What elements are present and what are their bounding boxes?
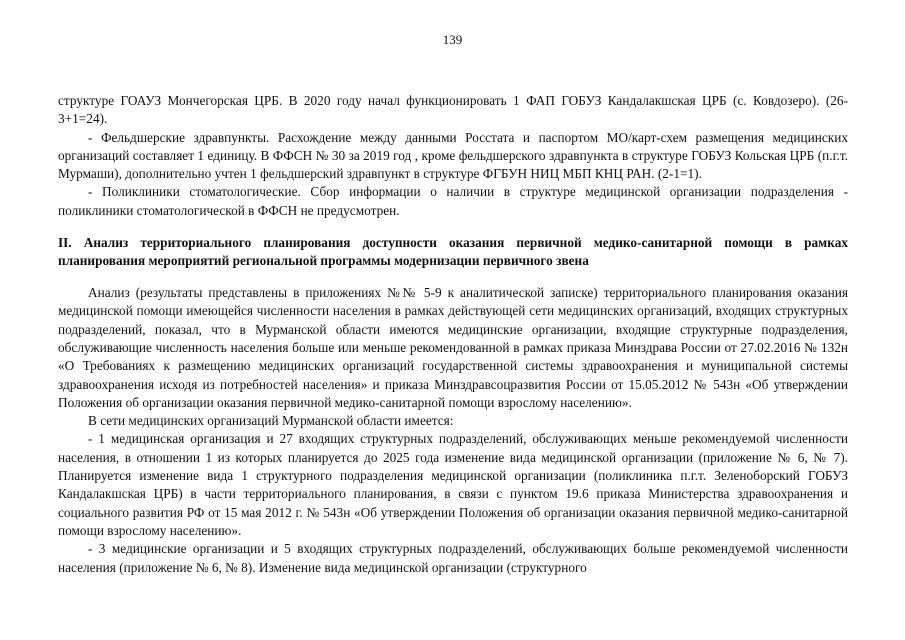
paragraph-network-intro: В сети медицинских организаций Мурманской области имеется: bbox=[88, 413, 454, 429]
paragraph-feldsher-points: - Фельдшерские здравпункты. Расхождение между данными Росстата и паспортом МО/карт-схем размещения медицинских организаций составляет 1 единицу. В ФФСН № 30 за 2019 год , кроме фельдшерского здравпункта в структуре ГОБУЗ Кольская ЦРБ (п.г.т. Мурмаши), дополнительно учтен 1 фельдшерский здравпункт в структуре ФГБУН НИЦ МБП КНЦ РАН. (2-1=1). bbox=[58, 129, 848, 182]
section-heading: II. Анализ территориального планирования доступности оказания первичной медико-санитарной помощи в рамках планирования мероприятий региональной программы модернизации первичного звена bbox=[58, 235, 848, 269]
paragraph-fewer-population: - 1 медицинская организация и 27 входящих структурных подразделений, обслуживающих меньше рекомендуемой численности населения, в отношении 1 из которых планируется до 2025 года изменение вида медицинской организации (приложение № 6, № 7). Планируется изменение вида 1 структурного подразделения медицинской организации (поликлиника п.г.т. Зеленоборский ГОБУЗ Кандалакшская ЦРБ) в части территориального планирования, в связи с пунктом 19.6 приказа Министерства здравоохранения и социального развития РФ от 15 мая 2012 г. № 543н «Об утверждении Положения об организации оказания первичной медико-санитарной помощи взрослому населению». bbox=[58, 431, 848, 538]
paragraph-more-population: - 3 медицинские организации и 5 входящих структурных подразделений, обслуживающих больше рекомендуемой численности населения (приложение № 6, № 8). Изменение вида медицинской организации (структурного bbox=[58, 541, 848, 575]
document-body bbox=[58, 92, 848, 577]
page-number: 139 bbox=[442, 32, 463, 47]
paragraph-analysis: Анализ (результаты представлены в приложениях №№ 5-9 к аналитической записке) территориального планирования оказания медицинской помощи имеющейся численности населения в рамках действующей сети медицинских организаций, входящих структурных подразделений, показал, что в Мурманской области имеются медицинские организации, входящие структурные подразделения, обслуживающие численность населения больше или меньше рекомендованной в рамках приказа Минздрава России от 27.02.2016 № 132н «О Требованиях к размещению медицинских организаций государственной системы здравоохранения и муниципальной системы здравоохранения исходя из потребностей населения» и приказа Минздравсоцразвития России от 15.05.2012 № 543н «Об утверждении Положения об организации оказания первичной медико-санитарной помощи взрослому населению». bbox=[58, 285, 848, 410]
paragraph-continuation: структуре ГОАУЗ Мончегорская ЦРБ. В 2020 году начал функционировать 1 ФАП ГОБУЗ Кандалакшская ЦРБ (с. Ковдозеро). (26-3+1=24). bbox=[58, 93, 848, 127]
paragraph-dental-clinics: - Поликлиники стоматологические. Сбор информации о наличии в структуре медицинской организации подразделения - поликлиники стоматологической в ФФСН не предусмотрен. bbox=[58, 184, 848, 218]
